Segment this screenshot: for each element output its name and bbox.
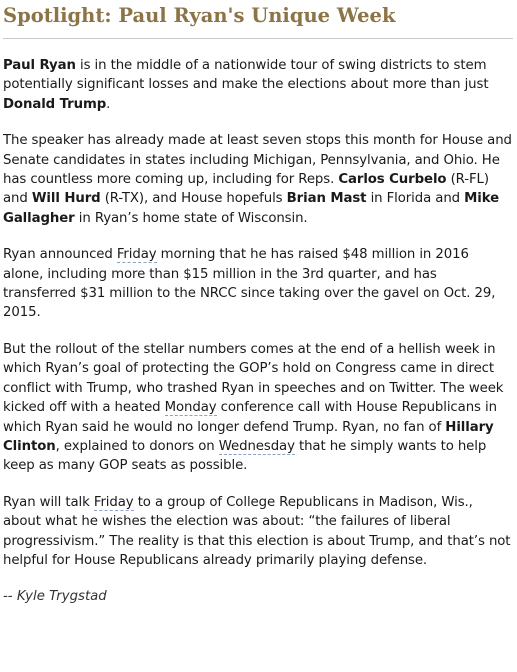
paragraph-text: (R-TX), and House hopefuls (100, 191, 287, 207)
paragraph-2 (3, 131, 513, 228)
person-name: Mike Gallagher (3, 191, 500, 226)
paragraph-text: (R-FL) and (3, 172, 489, 207)
date-link[interactable]: Monday (164, 400, 217, 416)
paragraph-4 (3, 340, 513, 476)
paragraph-text: , explained to donors on (55, 438, 219, 454)
article-body (3, 56, 513, 607)
title-divider (3, 38, 513, 39)
paragraph-text: that he simply wants to help keep as many GOP seats as possible. (3, 438, 487, 474)
author-signature: -- Kyle Trygstad (3, 589, 107, 605)
paragraph-text: But the rollout of the stellar numbers comes at the end of a hellish week in which Ryan’s goal of protecting the GOP’s hold on Congress came in direct conflict with Trump, who trashed Ryan in speeches and on Twitter. The week kicked off with a heated (3, 341, 504, 416)
date-link[interactable]: Wednesday (218, 438, 295, 454)
paragraph-text: . (106, 96, 111, 112)
paragraph-1 (3, 56, 513, 114)
person-name: Hillary Clinton (3, 419, 494, 454)
person-name: Brian Mast (286, 191, 367, 207)
paragraph-text: in Florida and (366, 191, 465, 207)
date-link[interactable]: Friday (93, 494, 134, 510)
paragraph-3 (3, 245, 513, 323)
paragraph-text: to a group of College Republicans in Madison, Wis., about what he wishes the election was about: “the failures of liberal progressivism.” The reality is that this election is about Trump, and that’s not helpful for House Republicans already primarily playing defense. (3, 494, 511, 568)
person-name: Carlos Curbelo (338, 172, 447, 188)
article-title: Spotlight: Paul Ryan's Unique Week (3, 4, 396, 27)
paragraph-text: in Ryan’s home state of Wisconsin. (74, 210, 308, 226)
paragraph-text: Ryan will talk (3, 494, 94, 510)
paragraph-text: morning that he has raised $48 million in 2016 alone, including more than $15 million in the 3rd quarter, and has transferred $31 million to the NRCC since taking over the gavel on Oct. 29, 2015. (3, 247, 496, 321)
date-link[interactable]: Friday (116, 247, 157, 263)
person-name: Donald Trump (3, 96, 107, 112)
person-name: Paul Ryan (3, 58, 76, 73)
person-name: Will Hurd (31, 191, 101, 207)
paragraph-text: is in the middle of a nationwide tour of swing districts to stem potentially significant losses and make the elections about more than just (3, 58, 489, 93)
paragraph-text: Ryan announced (3, 247, 117, 263)
paragraph-5 (3, 493, 513, 571)
paragraph-text: conference call with House Republicans in which Ryan said he would no longer defend Trump. Ryan, no fan of (3, 400, 497, 435)
paragraph-text: The speaker has already made at least seven stops this month for House and Senate candidates in states including Michigan, Pennsylvania, and Ohio. He has countless more coming up, including for Reps. (3, 133, 512, 188)
